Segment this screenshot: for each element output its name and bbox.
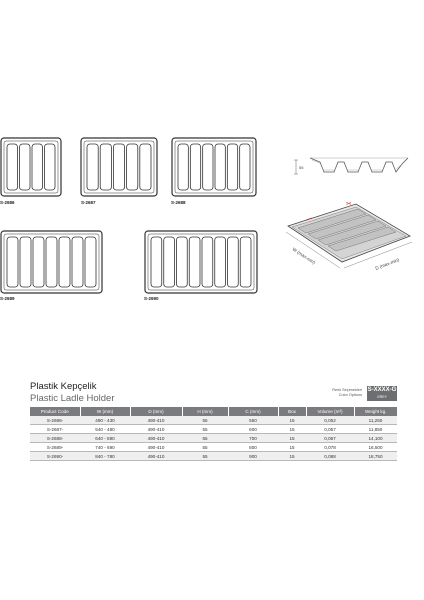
tray-slot [33,237,44,287]
tray-slot [140,144,151,190]
cell-volume: 0,052 [306,416,354,425]
product-title-en: Plastic Ladle Holder [30,393,115,404]
tray-thumbnail-s-2686 [0,137,62,197]
color-option-code: S-XXXX-G [367,387,397,393]
color-options-label [316,388,362,398]
color-option-badge [367,386,397,401]
cell-weight: 16,500 [354,443,397,452]
cell-weight: 18,750 [354,452,397,461]
tray-slot [32,144,43,190]
tray-slot [87,144,98,190]
cell-box: 15 [278,443,306,452]
scissors-icon: ✂ [346,200,352,208]
cell-h: 55 [182,452,228,461]
column-header: D (mm) [130,407,182,416]
product-title-tr: Plastik Kepçelik [30,381,97,392]
tray-code-label: S-2687 [81,200,96,205]
cell-weight: 11,850 [354,425,397,434]
column-header: Product Code [30,407,80,416]
tray-slot [72,237,83,287]
tray-slot [7,237,18,287]
tray-slot [85,237,96,287]
tray-slot [127,144,138,190]
cell-w: 840 - 780 [80,452,130,461]
cell-h: 55 [182,425,228,434]
cell-c: 550 [228,416,278,425]
tray-slot [202,237,213,287]
cell-box: 15 [278,416,306,425]
tray-code-label: S-2688 [171,200,186,205]
tray-slot [20,144,31,190]
column-header: C (mm) [228,407,278,416]
cell-volume: 0,057 [306,425,354,434]
cell-weight: 14,100 [354,434,397,443]
cell-w: 740 - 690 [80,443,130,452]
cell-box: 15 [278,452,306,461]
cell-volume: 0,078 [306,443,354,452]
table-row [30,452,397,461]
tray-slot [240,144,250,190]
tray-outline-drawing [80,137,158,197]
cell-code: S-2689- [30,443,80,452]
cell-weight: 11,250 [354,416,397,425]
cell-d: 490-410 [130,425,182,434]
cell-h: 55 [182,416,228,425]
cell-code: S-2690- [30,452,80,461]
tray-code-label: S-2690 [144,296,159,301]
cell-d: 490-410 [130,416,182,425]
tray-outline-drawing [0,137,62,197]
tray-slot [7,144,18,190]
cell-c: 600 [228,425,278,434]
tray-thumbnail-s-2690 [144,230,258,294]
table-row [30,443,397,452]
tray-slot [151,237,162,287]
tray-slot [164,237,175,287]
tray-slot [240,237,251,287]
tray-thumbnail-s-2688 [171,137,257,197]
cell-w: 490 - 430 [80,416,130,425]
cell-volume: 0,088 [306,452,354,461]
column-header: Weight kg. [354,407,397,416]
cell-box: 15 [278,425,306,434]
tray-thumbnail-s-2687 [80,137,158,197]
tray-slot [178,144,188,190]
cell-code: S-2686- [30,416,80,425]
column-header: W (mm) [80,407,130,416]
column-header: Box [278,407,306,416]
tray-slot [215,144,225,190]
tray-thumbnail-s-2689 [0,230,103,294]
tray-slot [45,144,56,190]
column-header: H (mm) [182,407,228,416]
color-options-label-tr: Renk Seçenekleri [332,388,362,392]
height-label: 55 [299,165,304,170]
color-options-label-en: Color Options [338,393,362,397]
tray-outline-drawing [0,230,103,294]
cell-c: 900 [228,452,278,461]
table-row [30,434,397,443]
tray-slot [189,237,200,287]
tray-slot [190,144,200,190]
tray-slot [203,144,213,190]
cell-h: 55 [182,443,228,452]
cell-d: 490-410 [130,443,182,452]
d-dimension-label: D (max-min) [374,257,400,271]
cell-code: S-2687- [30,425,80,434]
cell-h: 55 [182,434,228,443]
color-option-name: GREY [377,395,387,399]
column-header: Volume (m³) [306,407,354,416]
tray-outline-drawing [171,137,257,197]
cell-volume: 0,067 [306,434,354,443]
cell-w: 640 - 590 [80,434,130,443]
specs-table [30,407,397,461]
tray-slot [113,144,124,190]
cell-c: 700 [228,434,278,443]
tray-outline-drawing [144,230,258,294]
tray-slot [177,237,188,287]
cell-d: 490-410 [130,434,182,443]
cell-d: 490-410 [130,452,182,461]
side-profile-illustration [290,150,412,187]
cell-box: 15 [278,434,306,443]
tray-slot [215,237,226,287]
tray-code-label: S-2689 [0,296,15,301]
tray-slot [46,237,57,287]
cell-w: 540 - 480 [80,425,130,434]
tray-slot [59,237,70,287]
tray-slot [100,144,111,190]
tray-slot [227,144,237,190]
cell-code: S-2688- [30,434,80,443]
isometric-tray-illustration [278,190,418,285]
tray-code-label: S-2686 [0,200,15,205]
tray-slot [20,237,31,287]
table-row [30,425,397,434]
cell-c: 800 [228,443,278,452]
table-header-row [30,407,397,416]
table-row [30,416,397,425]
tray-slot [228,237,239,287]
w-dimension-label: W (max-min) [291,246,317,266]
